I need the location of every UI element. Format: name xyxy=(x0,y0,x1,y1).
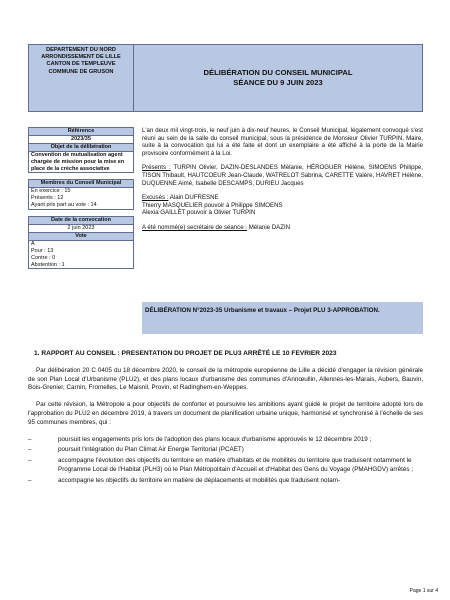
list-item xyxy=(28,457,423,475)
page-number: Page 1 sur 4 xyxy=(409,588,438,594)
dash-bullet: – xyxy=(28,457,32,465)
membres-label: Membres du Conseil Municipal xyxy=(28,179,134,188)
header-administrative-box xyxy=(28,44,134,112)
session-intro: L'an deux mil vingt-trois, le neuf juin à dix-neuf heures, le Conseil Municipal, légalement convoqué s'est réuni au sein de la salle du conseil municipal, sous la présidence de Monsieur Olivier TURPIN, Maire, suite à la convocation qui lui a été faite et dont un exemplaire a été affiché à la porte de la Mairie provisoire conformément à la Loi. xyxy=(142,127,423,157)
list-item-text: poursuit l'intégration du Plan Climat Air Energie Territorial (PCAET) xyxy=(58,446,244,454)
vote-abstention: Abstention : 1 xyxy=(28,262,134,270)
secretaire-label: A été nommé(e) secrétaire de séance : xyxy=(142,223,248,231)
list-item-text: accompagne les objectifs du territoire en matière de déplacements et mobilités que traduisent notam- xyxy=(58,476,341,484)
excuses-list: Alain DUFRESNE xyxy=(169,194,219,202)
deliberation-title: DÉLIBÉRATION N°2023-35 Urbanisme et travaux – Projet PLU 3-APPROBATION. xyxy=(145,307,380,314)
report-paragraph-2: Par cette révision, la Métropole a pour objectifs de conforter et poursuivre les ambitions ayant guidé le projet de territoire adopté lors de l'approbation du PLU2 en décembre 2019, à travers un document de planification urbaine unique, harmonisé et synchronisé à l'échelle de ses 95 communes membres, qui : xyxy=(28,401,423,426)
secretaire-paragraph xyxy=(142,224,423,232)
presents-count: Présents : 12 xyxy=(28,195,134,202)
report-body xyxy=(28,350,423,488)
objet-value: Convention de mutualisation agent chargée de mission pour la mise en place de la crèche associative xyxy=(28,152,134,174)
document-title: DÉLIBÉRATION DU CONSEIL MUNICIPAL xyxy=(203,68,353,77)
objectives-list xyxy=(28,436,423,486)
list-item xyxy=(28,477,423,486)
pouvoir-line-1: Thierry MASQUELIER pouvoir à Philippe SIMOENS xyxy=(142,201,283,209)
document-subtitle: SÉANCE DU 9 JUIN 2023 xyxy=(233,78,323,87)
list-item-text: poursuit les engagements pris lors de l'adoption des plans locaux d'urbanisme approuvés le 12 décembre 2019 ; xyxy=(58,435,372,443)
reference-value: 2023/35 xyxy=(28,136,134,144)
vote-label: Vote xyxy=(28,233,134,241)
objet-label: Objet de la délibération xyxy=(28,144,134,152)
header-commune: COMMUNE DE GRUSON xyxy=(48,68,114,75)
votants-count: Ayant pris part au vote : 14 xyxy=(28,202,134,210)
header-department: DEPARTEMENT DU NORD xyxy=(46,47,116,53)
excuses-label: Excusés : xyxy=(142,194,169,202)
convocation-value: 2 juin 2023 xyxy=(28,225,134,233)
pouvoir-line-2: Alexia GAILLET pouvoir à Olivier TURPIN xyxy=(142,209,256,217)
sidebar xyxy=(28,127,134,269)
list-item xyxy=(28,436,423,445)
list-item-text: accompagne l'évolution des objectifs du territoire en matière d'habitats et de mobilités du territoire que traduisent notamment le Programme Local de l'Habitat (PLH3) où le Plan Métropolitain d'Accueil et d'Habitat des Gens du Voyage (PMAHGDV) arrêtés ; xyxy=(58,457,414,473)
vote-letter: A xyxy=(28,241,134,248)
session-details xyxy=(142,127,423,239)
vote-pour: Pour : 13 xyxy=(28,248,134,255)
list-item xyxy=(28,446,423,455)
presents-label: Présents : xyxy=(142,164,171,172)
convocation-label: Date de la convocation xyxy=(28,216,134,225)
header-title-box xyxy=(134,44,423,112)
report-paragraph-1: Par délibération 20 C 0405 du 18 décembre 2020, le conseil de la métropole européenne de Lille a décidé d'engager la révision générale de son Plan Local d'Urbanisme (PLU2), et des plans locaux d'urbanisme des communes d'Annœullin, Allennes-les-Marais, Aubers, Bauvin, Bois-Grenier, Carnin, Fromelles, Le Maisnil, Provin, et Radinghem-en-Weppes. xyxy=(28,366,423,392)
header-arrondissement: ARRONDISSEMENT DE LILLE xyxy=(41,54,121,61)
dash-bullet: – xyxy=(28,476,32,484)
presents-paragraph xyxy=(142,164,423,187)
reference-label: Référence xyxy=(28,127,134,136)
en-exercice: En exercice : 15 xyxy=(28,188,134,195)
excuses-paragraph xyxy=(142,194,423,202)
dash-bullet: – xyxy=(28,435,32,443)
vote-contre: Contre : 0 xyxy=(28,255,134,262)
presents-list: TURPIN Olivier, DAZIN-DESLANDES Mélanie, HÉROGUER Hélène, SIMOENS Philippe, TISON Thibault, HAUTCOEUR Jean-Claude, WATRELOT Sabrina, CARETTE Valère, HAVRET Hélène, DUQUENNE Aimé, Isabelle DESCAMPS, DURIEU Jacques xyxy=(142,164,423,187)
report-heading: 1. RAPPORT AU CONSEIL : PRESENTATION DU PROJET DE PLU3 ARRÊTÉ LE 10 FEVRIER 2023 xyxy=(34,350,337,357)
dash-bullet: – xyxy=(28,446,32,454)
deliberation-title-box xyxy=(142,302,423,334)
secretaire-name: Mélanie DAZIN xyxy=(248,223,291,231)
header-canton: CANTON DE TEMPLEUVE xyxy=(46,61,116,68)
